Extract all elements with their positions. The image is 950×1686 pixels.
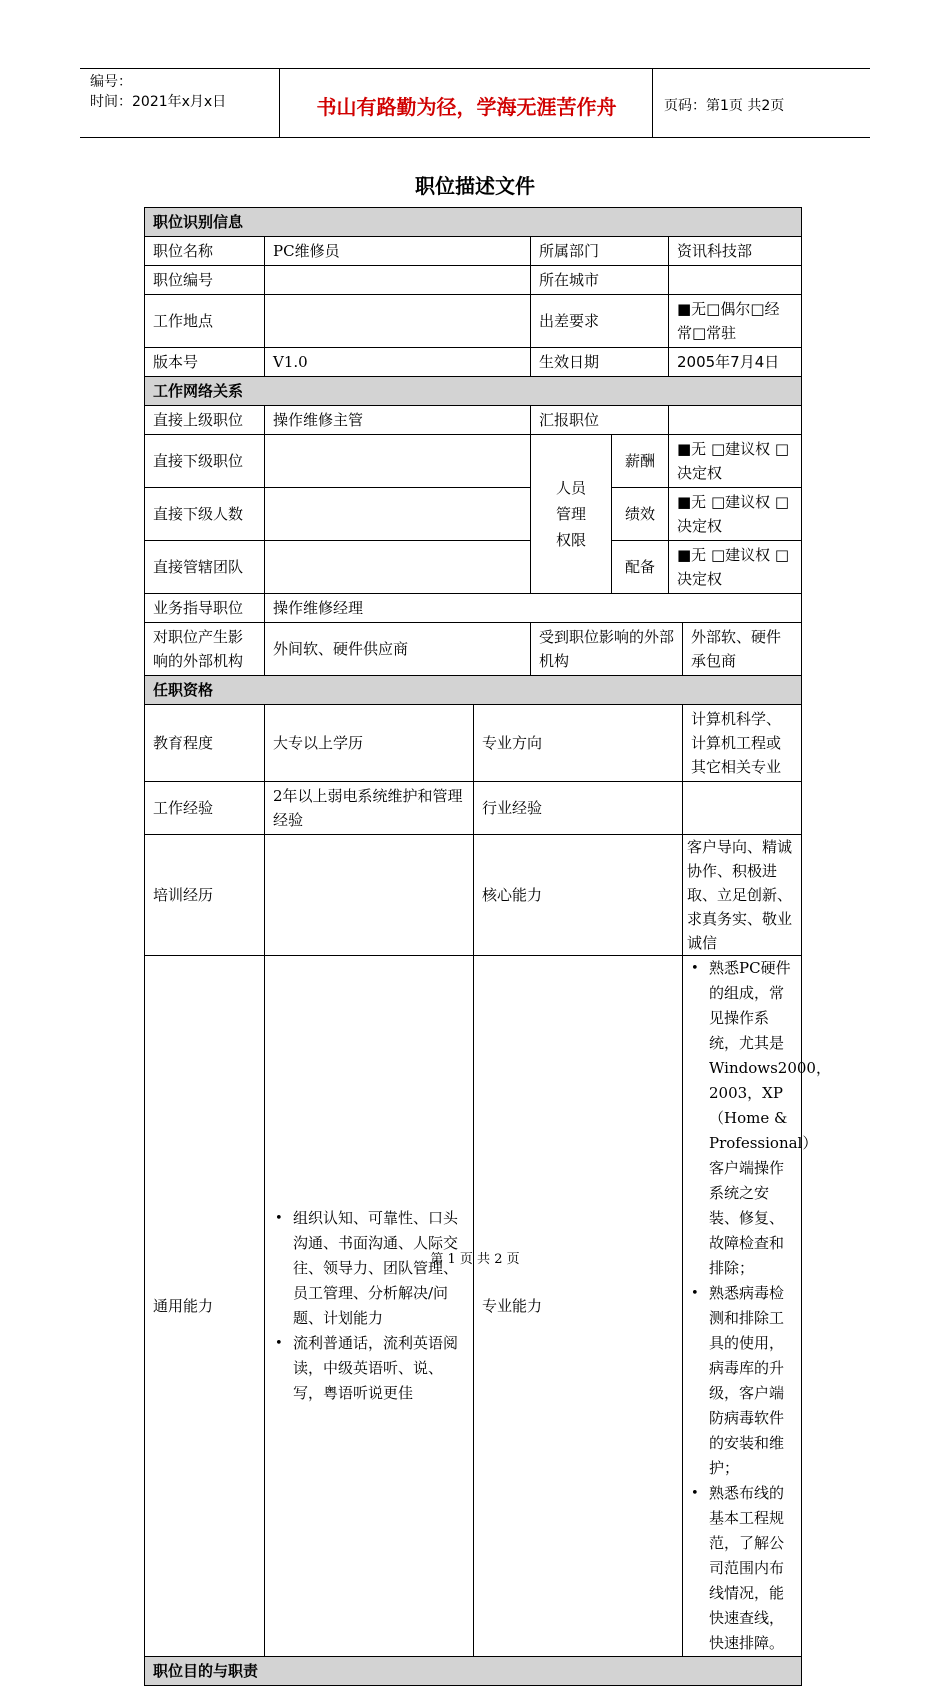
section-identification: 职位识别信息 — [145, 208, 802, 237]
label-report-position: 汇报职位 — [531, 406, 669, 435]
label-department: 所属部门 — [531, 237, 669, 266]
value-subordinate — [265, 435, 531, 488]
value-work-location — [265, 295, 531, 348]
value-superior: 操作维修主管 — [265, 406, 531, 435]
value-position-code — [265, 266, 531, 295]
label-external-affecting: 对职位产生影响的外部机构 — [145, 623, 265, 676]
list-item: • 熟悉PC硬件的组成，常见操作系统，尤其是Windows2000，2003，XP（Home & Professional）客户端操作系统之安装、修复、故障检查和排除； — [709, 956, 797, 1281]
label-subordinate: 直接下级职位 — [145, 435, 265, 488]
value-industry-experience — [683, 782, 802, 835]
header-page-number: 页码：第1页 共2页 — [664, 98, 785, 114]
label-performance: 绩效 — [612, 488, 669, 541]
page-header — [80, 68, 870, 138]
label-industry-experience: 行业经验 — [474, 782, 683, 835]
value-general-competency — [265, 956, 474, 1657]
list-item: • 流利普通话，流利英语阅读，中级英语听、说、写，粤语听说更佳 — [293, 1331, 465, 1406]
value-performance-authority: ■无 □建议权 □决定权 — [669, 488, 802, 541]
document-title: 职位描述文件 — [415, 174, 535, 198]
label-allocation: 配备 — [612, 541, 669, 594]
label-team: 直接管辖团队 — [145, 541, 265, 594]
value-major: 计算机科学、计算机工程或其它相关专业 — [683, 705, 802, 782]
value-training — [265, 835, 474, 956]
label-subordinate-count: 直接下级人数 — [145, 488, 265, 541]
header-meta — [80, 69, 280, 137]
label-training: 培训经历 — [145, 835, 265, 956]
value-work-experience: 2年以上弱电系统维护和管理经验 — [265, 782, 474, 835]
label-work-location: 工作地点 — [145, 295, 265, 348]
section-network: 工作网络关系 — [145, 377, 802, 406]
label-professional-competency: 专业能力 — [474, 956, 683, 1657]
list-item: • 组织认知、可靠性、口头沟通、书面沟通、人际交往、领导力、团队管理、员工管理、分析解决/问题、计划能力 — [293, 1206, 465, 1331]
list-item: • 熟悉病毒检测和排除工具的使用，病毒库的升级，客户端防病毒软件的安装和维护； — [709, 1281, 797, 1481]
label-guidance: 业务指导职位 — [145, 594, 265, 623]
job-description-table — [144, 207, 831, 1686]
value-professional-competency — [683, 956, 831, 1657]
value-allocation-authority: ■无 □建议权 □决定权 — [669, 541, 802, 594]
label-major: 专业方向 — [474, 705, 683, 782]
value-guidance: 操作维修经理 — [265, 594, 802, 623]
authority-label-line-1: 人员 — [555, 479, 586, 497]
value-effective-date: 2005年7月4日 — [669, 348, 802, 377]
section-qualification: 任职资格 — [145, 676, 802, 705]
label-effective-date: 生效日期 — [531, 348, 669, 377]
authority-label-line-3: 权限 — [555, 531, 586, 549]
value-version: V1.0 — [265, 348, 531, 377]
header-time: 时间：2021年x月x日 — [90, 94, 227, 110]
section-purpose: 职位目的与职责 — [145, 1657, 802, 1686]
value-report-position — [669, 406, 802, 435]
label-travel: 出差要求 — [531, 295, 669, 348]
value-education: 大专以上学历 — [265, 705, 474, 782]
label-position-name: 职位名称 — [145, 237, 265, 266]
value-city — [669, 266, 802, 295]
professional-competency-list — [689, 956, 831, 1656]
value-team — [265, 541, 531, 594]
label-external-affected: 受到职位影响的外部机构 — [531, 623, 683, 676]
value-salary-authority: ■无 □建议权 □决定权 — [669, 435, 802, 488]
header-motto: 书山有路勤为径，学海无涯苦作舟 — [281, 69, 653, 137]
label-education: 教育程度 — [145, 705, 265, 782]
value-position-name: PC维修员 — [265, 237, 531, 266]
value-department: 资讯科技部 — [669, 237, 802, 266]
value-external-affecting: 外间软、硬件供应商 — [265, 623, 531, 676]
label-personnel-authority — [531, 435, 612, 594]
page-footer: 第 1 页 共 2 页 — [430, 1252, 520, 1267]
label-position-code: 职位编号 — [145, 266, 265, 295]
general-competency-list — [273, 1206, 465, 1406]
value-subordinate-count — [265, 488, 531, 541]
label-general-competency: 通用能力 — [145, 956, 265, 1657]
label-version: 版本号 — [145, 348, 265, 377]
value-core-competency: 客户导向、精诚协作、积极进取、立足创新、求真务实、敬业诚信 — [683, 835, 802, 956]
label-city: 所在城市 — [531, 266, 669, 295]
label-superior: 直接上级职位 — [145, 406, 265, 435]
value-travel: ■无□偶尔□经常□常驻 — [669, 295, 802, 348]
authority-label-line-2: 管理 — [555, 505, 586, 523]
label-core-competency: 核心能力 — [474, 835, 683, 956]
label-work-experience: 工作经验 — [145, 782, 265, 835]
value-external-affected: 外部软、硬件承包商 — [683, 623, 802, 676]
list-item: • 熟悉布线的基本工程规范，了解公司范围内布线情况，能快速查线，快速排障。 — [709, 1481, 797, 1656]
header-number: 编号： — [90, 74, 132, 90]
label-salary: 薪酬 — [612, 435, 669, 488]
